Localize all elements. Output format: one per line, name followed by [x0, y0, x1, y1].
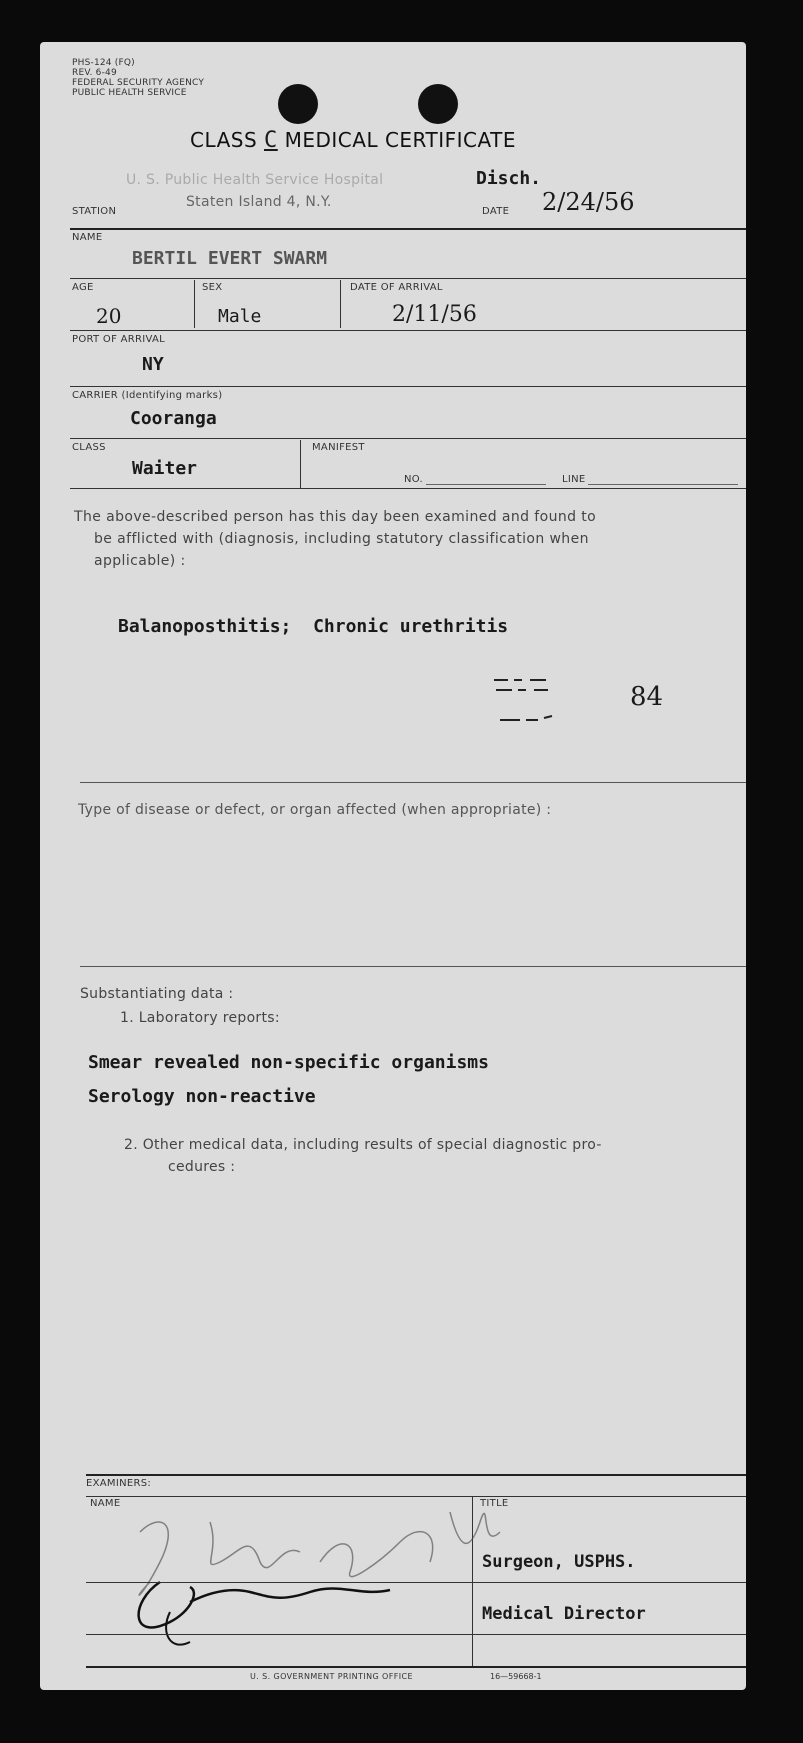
- examined-line2: be afflicted with (diagnosis, including statutory classification when: [94, 531, 589, 547]
- manifest-no-line: [426, 484, 546, 485]
- examiner-title2: Medical Director: [482, 1604, 646, 1624]
- divider-age-sex: [194, 280, 195, 328]
- examiners-label: EXAMINERS:: [86, 1478, 152, 1489]
- class-letter: C: [264, 128, 278, 153]
- divider-station: [70, 228, 746, 230]
- divider-disease-type: [80, 966, 746, 967]
- other-data-label: [124, 1134, 602, 1178]
- manifest-line-line: [588, 484, 738, 485]
- examined-statement: [74, 506, 596, 572]
- examiner-name-label: NAME: [90, 1498, 121, 1509]
- examiner-title-label: TITLE: [480, 1498, 509, 1509]
- punch-hole-left: [278, 84, 318, 124]
- title-rest: MEDICAL CERTIFICATE: [284, 128, 516, 152]
- class-value: Waiter: [132, 458, 198, 479]
- medical-certificate-card: [40, 42, 746, 1690]
- divider-examiners-bottom: [86, 1666, 746, 1668]
- divider-carrier: [70, 438, 746, 439]
- disease-type-label: Type of disease or defect, or organ affected (when appropriate) :: [78, 802, 552, 818]
- date-label: DATE: [482, 206, 510, 217]
- examined-line1: The above-described person has this day been examined and found to: [74, 509, 597, 525]
- sex-label: SEX: [202, 282, 223, 293]
- lab-reports-label: 1. Laboratory reports:: [120, 1010, 280, 1026]
- divider-examiner-row1: [86, 1582, 746, 1583]
- diagnosis-code-mark: 84: [630, 682, 664, 712]
- footer-printing-office: U. S. GOVERNMENT PRINTING OFFICE: [250, 1672, 413, 1681]
- divider-diagnosis: [80, 782, 746, 783]
- carrier-value: Cooranga: [130, 408, 217, 429]
- name-value: BERTIL EVERT SWARM: [132, 248, 328, 269]
- station-label: STATION: [72, 206, 117, 217]
- divider-class-manifest: [300, 440, 301, 488]
- port-value: NY: [142, 354, 164, 375]
- footer-form-code: 16—59668-1: [490, 1672, 542, 1681]
- divider-sex-arrival: [340, 280, 341, 328]
- divider-class: [70, 488, 746, 489]
- discharge-mark: Disch.: [476, 168, 542, 189]
- form-revision: REV. 6-49: [72, 68, 117, 78]
- examiner-title1: Surgeon, USPHS.: [482, 1552, 636, 1572]
- carrier-label: CARRIER (Identifying marks): [72, 390, 223, 401]
- diagnosis-value: Balanoposthitis; Chronic urethritis: [118, 616, 509, 637]
- punch-hole-right: [418, 84, 458, 124]
- scribble-mark: [490, 672, 570, 732]
- form-service: PUBLIC HEALTH SERVICE: [72, 88, 187, 98]
- age-value: 20: [96, 304, 122, 328]
- date-value: 2/24/56: [542, 188, 635, 216]
- certificate-title: [190, 128, 516, 153]
- substantiating-label: Substantiating data :: [80, 986, 234, 1002]
- sex-value: Male: [218, 306, 262, 327]
- class-label: CLASS: [72, 442, 106, 453]
- manifest-line-label: LINE: [562, 474, 586, 485]
- name-label: NAME: [72, 232, 103, 243]
- examiner-signatures: [100, 1492, 520, 1652]
- form-agency: FEDERAL SECURITY AGENCY: [72, 78, 205, 88]
- divider-examiners-top: [86, 1474, 746, 1476]
- other-data-line1: 2. Other medical data, including results of special diagnostic pro-: [124, 1137, 602, 1153]
- arrival-date-label: DATE OF ARRIVAL: [350, 282, 443, 293]
- divider-name: [70, 278, 746, 279]
- divider-age-row: [70, 330, 746, 331]
- title-class-word: CLASS: [190, 128, 258, 152]
- form-code: PHS-124 (FQ): [72, 58, 135, 68]
- port-label: PORT OF ARRIVAL: [72, 334, 166, 345]
- other-data-line2: cedures :: [168, 1159, 236, 1175]
- divider-examiner-row2: [86, 1634, 746, 1635]
- station-line1: U. S. Public Health Service Hospital: [126, 172, 384, 188]
- divider-port: [70, 386, 746, 387]
- arrival-date-value: 2/11/56: [392, 302, 477, 327]
- age-label: AGE: [72, 282, 94, 293]
- lab-result-line1: Smear revealed non-specific organisms: [88, 1052, 489, 1073]
- manifest-label: MANIFEST: [312, 442, 365, 453]
- manifest-no-label: NO.: [404, 474, 424, 485]
- lab-result-line2: Serology non-reactive: [88, 1086, 316, 1107]
- examined-line3: applicable) :: [94, 553, 186, 569]
- station-line2: Staten Island 4, N.Y.: [186, 194, 332, 210]
